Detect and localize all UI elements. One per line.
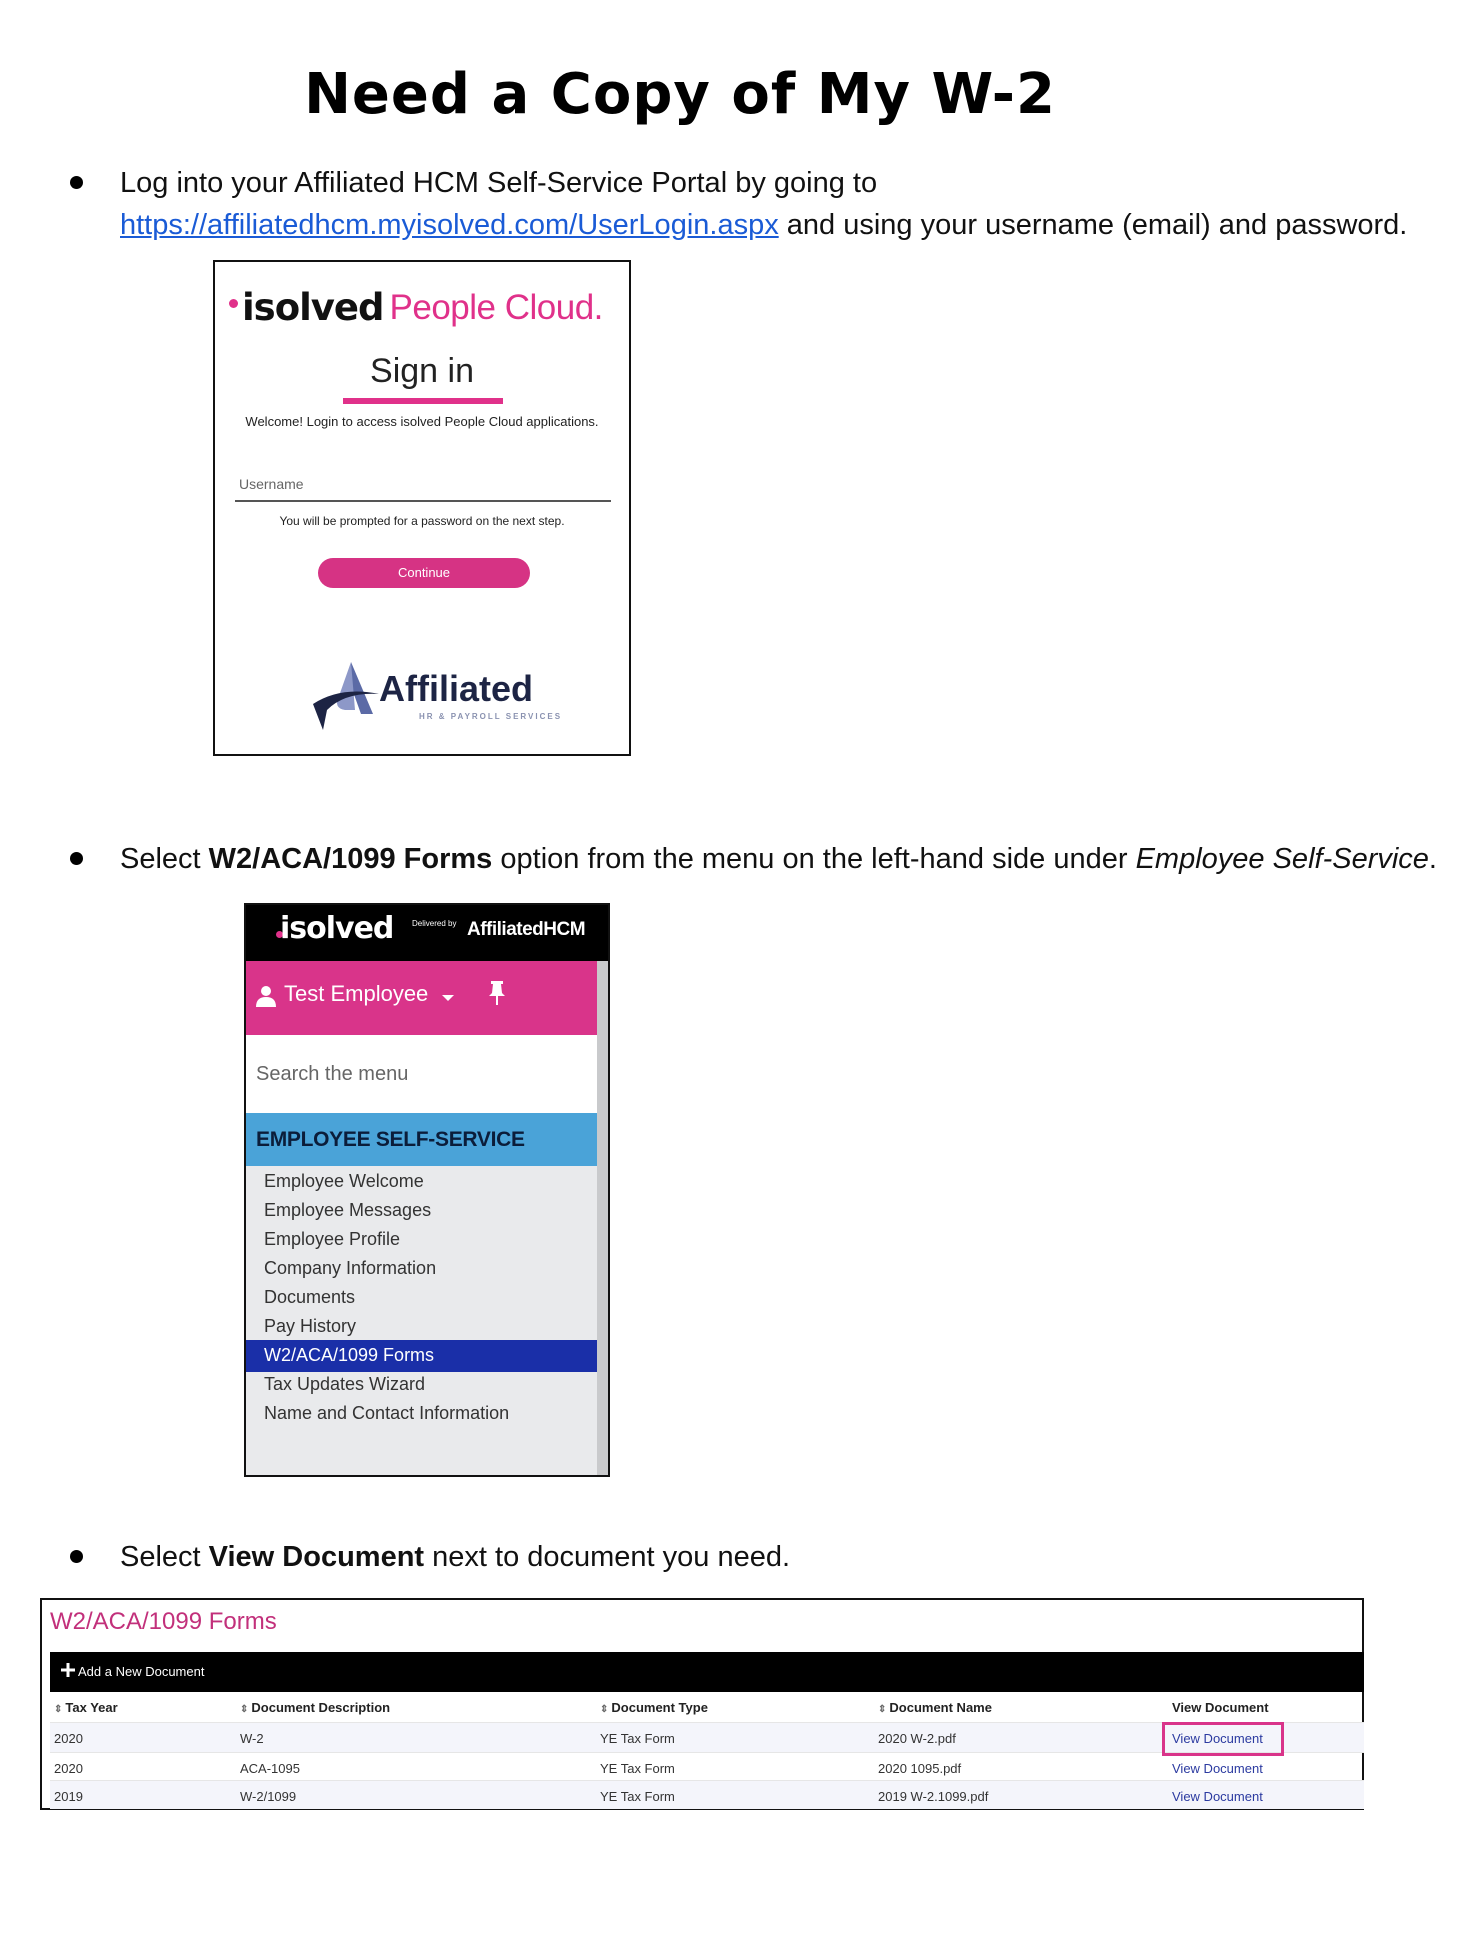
menu-item-label: W2/ACA/1099 Forms <box>264 1345 435 1365</box>
step-1 <box>70 162 1440 252</box>
forms-screenshot <box>40 1598 1364 1810</box>
signin-heading: Sign in <box>370 352 474 390</box>
menu-item-employee-welcome[interactable] <box>246 1166 597 1198</box>
step-2-post: . <box>1428 843 1437 875</box>
table-row <box>50 1752 1364 1783</box>
cell-document-description: W-2/1099 <box>240 1789 297 1804</box>
affiliated-logo <box>311 660 563 730</box>
cell-tax-year: 2019 <box>54 1789 83 1804</box>
step-1-line-2-rest: and using your username (email) and password. <box>786 209 1408 241</box>
menu-header <box>246 905 608 961</box>
page-title: Need a Copy of My W-2 <box>304 62 1056 127</box>
bullet-icon <box>70 176 83 189</box>
sort-icon: ⇕ <box>600 1704 609 1715</box>
step-3-post: next to document you need. <box>424 1541 791 1573</box>
user-menu[interactable] <box>246 961 597 1035</box>
menu-search-placeholder: Search the menu <box>256 1063 409 1085</box>
sort-icon: ⇕ <box>240 1704 249 1715</box>
password-prompt-text: You will be prompted for a password on the next step. <box>279 514 565 528</box>
column-header-document-description[interactable] <box>240 1700 390 1715</box>
portal-login-link[interactable]: https://affiliatedhcm.myisolved.com/UserLogin.aspx <box>120 209 779 241</box>
column-header-view-document <box>1172 1700 1269 1715</box>
step-3-pre: Select <box>120 1541 209 1573</box>
column-label: Document Type <box>611 1700 708 1715</box>
menu-search-input[interactable] <box>246 1035 597 1113</box>
pin-icon[interactable] <box>487 981 507 1005</box>
column-label: Document Name <box>889 1700 992 1715</box>
affiliated-wordmark: Affiliated <box>379 668 534 709</box>
cell-tax-year: 2020 <box>54 1731 83 1746</box>
forms-toolbar <box>50 1652 1364 1692</box>
menu-item-documents[interactable] <box>246 1282 597 1314</box>
step-3-text <box>120 1536 790 1578</box>
menu-scrollbar[interactable] <box>597 961 608 1475</box>
view-document-link[interactable]: View Document <box>1172 1731 1263 1746</box>
isolved-wordmark: isolved <box>242 286 384 329</box>
sort-icon: ⇕ <box>54 1704 63 1715</box>
delivered-by-label: Delivered by <box>412 919 457 928</box>
table-row <box>50 1780 1364 1809</box>
column-header-document-name[interactable] <box>878 1700 992 1715</box>
username-underline <box>235 500 611 502</box>
menu-section-header[interactable] <box>246 1113 597 1166</box>
cell-document-type: YE Tax Form <box>600 1731 675 1746</box>
people-cloud-wordmark: People Cloud. <box>389 287 603 327</box>
user-name: Test Employee <box>284 981 429 1006</box>
menu-item-company-information[interactable] <box>246 1253 597 1285</box>
signin-underline <box>343 398 503 404</box>
cell-document-name: 2019 W-2.1099.pdf <box>878 1789 989 1804</box>
column-header-document-type[interactable] <box>600 1700 708 1715</box>
welcome-text: Welcome! Login to access isolved People Cloud applications. <box>245 414 599 429</box>
affiliated-swoosh-icon <box>311 660 381 734</box>
menu-item-tax-updates-wizard[interactable] <box>246 1369 597 1401</box>
menu-item-name-and-contact[interactable] <box>246 1398 597 1430</box>
column-label: Document Description <box>251 1700 391 1715</box>
menu-item-w2-aca-1099-forms[interactable] <box>246 1340 597 1372</box>
bullet-icon <box>70 1550 83 1563</box>
cell-document-type: YE Tax Form <box>600 1789 675 1804</box>
step-3 <box>70 1536 1070 1578</box>
column-label: Tax Year <box>65 1700 118 1715</box>
affiliated-tagline: HR & PAYROLL SERVICES <box>419 712 563 721</box>
cell-tax-year: 2020 <box>54 1761 83 1776</box>
cell-document-description: ACA-1095 <box>240 1761 300 1776</box>
cell-document-type: YE Tax Form <box>600 1761 675 1776</box>
menu-item-pay-history[interactable] <box>246 1311 597 1343</box>
signin-screenshot <box>213 260 631 756</box>
menu-item-label: Employee Welcome <box>264 1171 424 1191</box>
column-header-tax-year[interactable] <box>54 1700 118 1715</box>
continue-button[interactable]: Continue <box>318 558 530 588</box>
step-2-mid: option from the menu on the left-hand side under <box>492 843 1136 875</box>
menu-item-label: Employee Profile <box>264 1229 401 1249</box>
cell-document-description: W-2 <box>240 1731 264 1746</box>
bullet-icon <box>70 852 83 865</box>
step-1-line-2 <box>120 204 1407 246</box>
isolved-wordmark: isolved <box>280 911 394 946</box>
sort-icon: ⇕ <box>878 1704 887 1715</box>
forms-title: W2/ACA/1099 Forms <box>50 1608 277 1635</box>
menu-item-label: Tax Updates Wizard <box>264 1374 426 1394</box>
menu-item-employee-profile[interactable] <box>246 1224 597 1256</box>
menu-item-label: Name and Contact Information <box>264 1403 510 1423</box>
isolved-people-cloud-logo <box>229 286 629 336</box>
step-1-line-1: Log into your Affiliated HCM Self-Service Portal by going to <box>120 167 878 199</box>
step-2-italic: Employee Self-Service <box>1135 843 1429 875</box>
step-2-bold: W2/ACA/1099 Forms <box>208 843 493 875</box>
menu-item-label: Documents <box>264 1287 356 1307</box>
user-icon <box>256 985 276 1007</box>
isolved-dot-icon <box>229 299 238 308</box>
add-document-button[interactable]: Add a New Document <box>78 1664 205 1679</box>
column-label: View Document <box>1172 1700 1269 1715</box>
partner-wordmark: AffiliatedHCM <box>467 919 586 940</box>
view-document-highlight <box>1162 1722 1284 1756</box>
menu-item-label: Employee Messages <box>264 1200 432 1220</box>
view-document-link[interactable]: View Document <box>1172 1761 1263 1776</box>
menu-item-employee-messages[interactable] <box>246 1195 597 1227</box>
username-input[interactable]: Username <box>239 476 304 492</box>
menu-section-label: EMPLOYEE SELF-SERVICE <box>256 1128 525 1151</box>
cell-document-name: 2020 1095.pdf <box>878 1761 962 1776</box>
step-2-text <box>120 838 1437 880</box>
menu-item-label: Company Information <box>264 1258 437 1278</box>
step-2 <box>70 838 1458 880</box>
plus-icon[interactable] <box>60 1662 76 1678</box>
chevron-down-icon[interactable] <box>442 995 454 1001</box>
step-2-pre: Select <box>120 843 209 875</box>
menu-item-label: Pay History <box>264 1316 357 1336</box>
menu-screenshot <box>244 903 610 1477</box>
step-3-bold: View Document <box>208 1541 425 1573</box>
view-document-link[interactable]: View Document <box>1172 1789 1263 1804</box>
cell-document-name: 2020 W-2.pdf <box>878 1731 956 1746</box>
